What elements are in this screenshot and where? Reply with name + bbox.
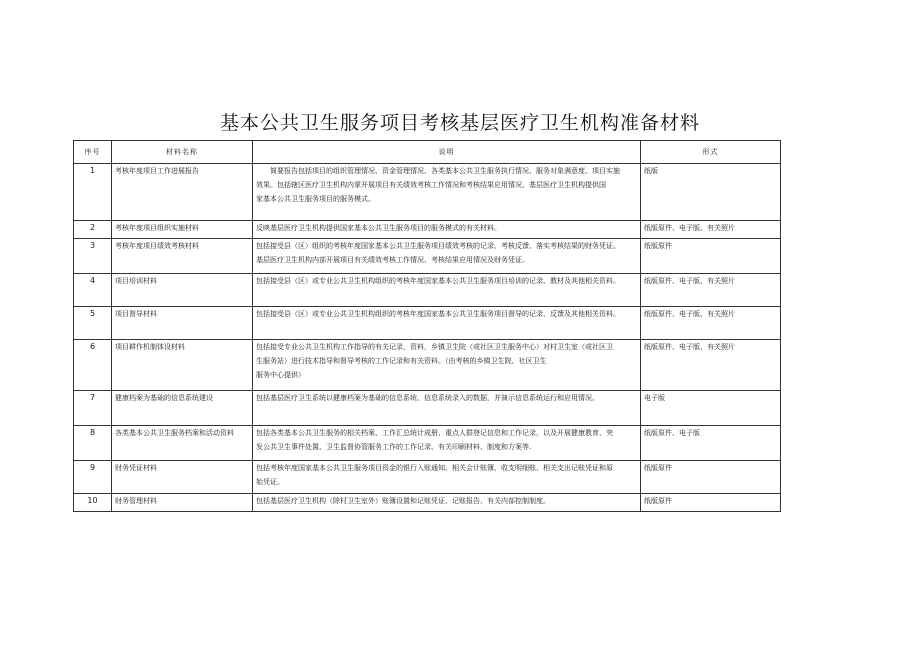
row-number: 7 [74,391,112,426]
description-line: 简要报告包括项目的组织管理情况、资金管理情况、各类基本公共卫生服务执行情况、服务对象满意度、项目实施 [270,167,620,175]
material-description [253,391,641,426]
description-line: 包括接受县（区）组织的考核年度国家基本公共卫生服务项目绩效考核的记录、考核反馈、落实考核结果的财务凭证。 [256,242,620,250]
table-row [74,340,781,391]
description-line: 服务中心提供） [256,371,305,379]
description-line: 包括考核年度国家基本公共卫生服务项目资金的银行入账通知、相关会计账簿、收支明细账、相关支出记账凭证和原 [256,464,613,472]
table-row [74,307,781,340]
description-line: 包括接受县（区）或专业公共卫生机构组织的考核年度国家基本公共卫生服务项目培训的记录、教材及其他相关资料。 [256,277,620,285]
row-number: 2 [74,221,112,239]
description-line: 家基本公共卫生服务项目的服务模式。 [256,195,375,203]
row-number: 1 [74,164,112,221]
material-name: 考核年度项目工作进展报告 [112,164,253,221]
material-description [253,426,641,461]
description-line: 始凭证。 [256,478,284,486]
header-name: 材料名称 [112,141,253,164]
description-line: 包括接受县（区）或专业公共卫生机构组织的考核年度国家基本公共卫生服务项目督导的记录、反馈及其他相关资料。 [256,310,620,318]
row-number: 3 [74,239,112,274]
material-name: 财务凭证材料 [112,461,253,494]
table-row [74,274,781,307]
table-row [74,494,781,512]
header-desc: 说明 [253,141,641,164]
material-form: 纸版原件、电子版 [641,426,781,461]
row-number: 10 [74,494,112,512]
row-number: 4 [74,274,112,307]
material-form: 纸版原件、电子版、有关照片 [641,274,781,307]
material-form: 纸版 [641,164,781,221]
material-name: 财务管理材料 [112,494,253,512]
table-header-row [74,141,781,164]
row-number: 9 [74,461,112,494]
table-row [74,221,781,239]
material-name: 项目培训材料 [112,274,253,307]
table-row [74,461,781,494]
description-line: 包括接受专业公共卫生机构工作指导的有关记录、资料，乡镇卫生院（或社区卫生服务中心）对村卫生室（或社区卫 [256,343,613,351]
material-name: 项目督导材料 [112,307,253,340]
table-row [74,391,781,426]
material-description [253,239,641,274]
material-name: 考核年度项目组织实施材料 [112,221,253,239]
header-no: 序号 [74,141,112,164]
material-form: 纸版原件 [641,494,781,512]
material-description [253,221,641,239]
material-name: 项目耕作机制体设材料 [112,340,253,391]
material-form: 纸版原件 [641,239,781,274]
row-number: 8 [74,426,112,461]
material-description [253,461,641,494]
header-form: 形式 [641,141,781,164]
table-row [74,239,781,274]
material-name: 考核年度项目绩效考核材料 [112,239,253,274]
material-form: 电子版 [641,391,781,426]
material-name: 健康档案为基础的信息系统建设 [112,391,253,426]
material-name: 各类基本公共卫生服务档案和活动资料 [112,426,253,461]
table-row [74,426,781,461]
material-description [253,274,641,307]
page-title: 基本公共卫生服务项目考核基层医疗卫生机构准备材料 [219,112,700,134]
material-description [253,494,641,512]
description-line: 反映基层医疗卫生机构提供国家基本公共卫生服务项目的服务模式的有关材料。 [256,224,501,232]
description-line: 基层医疗卫生机构内部开展项目有关绩效考核工作情况、考核结果应用情况及财务凭证。 [256,256,529,264]
table-row [74,164,781,221]
row-number: 6 [74,340,112,391]
description-line: 生服务站）进行技术指导和督导考核的工作记录和有关资料。（由考核的乡镇卫生院、社区卫生 [256,357,547,365]
description-line: 包括各类基本公共卫生服务的相关档案、工作汇总统计成册、重点人群登记信息和工作记录，以及开展健康教育、突 [256,429,613,437]
material-form: 纸版原件、电子版、有关照片 [641,221,781,239]
row-number: 5 [74,307,112,340]
material-description [253,307,641,340]
table-body [74,164,781,512]
description-line: 包括基层医疗卫生机构（除村卫生室外）账簿设置和记账凭证、记账报告、有关内部控制制度。 [256,497,550,505]
material-form: 纸版原件 [641,461,781,494]
material-form: 纸版原件、电子版、有关照片 [641,340,781,391]
description-line: 效果。包括辖区医疗卫生机构内掌开展项目有关绩效考核工作情况和考核结果应用情况、基层医疗卫生机构提供国 [256,181,606,189]
materials-table [73,140,781,512]
material-description [253,164,641,221]
material-form: 纸版原件、电子版、有关照片 [641,307,781,340]
description-line: 发公共卫生事件处置、卫生监督协管服务工作的工作记录、有关印刷材料、制度和方案等. [256,443,532,451]
material-description [253,340,641,391]
description-line: 包括基层医疗卫生系统以健康档案为基础的信息系统、信息系统录入的数据，并演示信息系统运行和应用情况。 [256,394,599,402]
